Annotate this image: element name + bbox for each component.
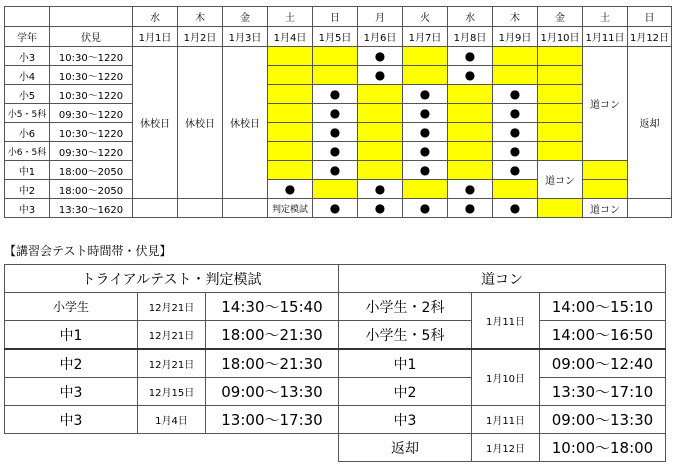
yellow-cell: [538, 123, 583, 142]
yellow-cell: [268, 66, 313, 85]
dot-cell: [403, 199, 448, 218]
trial-test-table: [4, 264, 339, 434]
trial-time: 18:00～21:30: [206, 349, 339, 378]
yellow-cell: [358, 123, 403, 142]
dot-cell: [358, 66, 403, 85]
grade-cell: 小3: [5, 47, 50, 66]
weekday-cell: 日: [628, 7, 672, 27]
dot-marker: ●: [284, 181, 296, 196]
grade-cell: 中2: [5, 180, 50, 199]
dokon-time: 13:30～17:10: [540, 378, 666, 406]
dokon-date: 1月11日: [472, 293, 540, 350]
dot-cell: [358, 47, 403, 66]
weekday-cell: 水: [448, 7, 493, 27]
dot-marker: ●: [509, 105, 521, 120]
time-cell: 10:30～1220: [50, 66, 133, 85]
dot-marker: ●: [509, 143, 521, 158]
dot-marker: ●: [374, 181, 386, 196]
dokon-name: 中3: [339, 406, 472, 434]
dot-marker: ●: [509, 200, 521, 215]
weekday-cell: 金: [223, 7, 268, 27]
dot-marker: ●: [329, 105, 341, 120]
dot-cell: [493, 85, 538, 104]
trial-name: 中3: [5, 406, 138, 434]
yellow-cell: [403, 66, 448, 85]
time-cell: 10:30～1220: [50, 85, 133, 104]
yellow-cell: [313, 47, 358, 66]
date-cell: 1月1日: [133, 27, 178, 47]
dot-marker: ●: [419, 86, 431, 101]
dot-marker: ●: [374, 200, 386, 215]
yellow-cell: [358, 104, 403, 123]
yellow-cell: [268, 85, 313, 104]
date-cell: 1月2日: [178, 27, 223, 47]
dokon-title: 道コン: [339, 265, 666, 293]
dot-cell: [313, 142, 358, 161]
weekday-cell: 金: [538, 7, 583, 27]
dokon-name: 小学生・5科: [339, 321, 472, 350]
date-cell: 1月8日: [448, 27, 493, 47]
trial-date: 12月15日: [138, 378, 206, 406]
time-cell: 10:30～1220: [50, 123, 133, 142]
dot-cell: [448, 180, 493, 199]
time-cell: 18:00～2050: [50, 161, 133, 180]
site-header: 伏見: [50, 27, 133, 47]
date-cell: 1月6日: [358, 27, 403, 47]
dokon-name: 中2: [339, 378, 472, 406]
time-cell: 09:30～1220: [50, 104, 133, 123]
trial-time: 14:30～15:40: [206, 293, 339, 321]
yellow-cell: [448, 104, 493, 123]
grade-cell: 小5: [5, 85, 50, 104]
empty-cell: [178, 199, 223, 218]
yellow-cell: [493, 66, 538, 85]
dot-cell: [493, 142, 538, 161]
dot-marker: ●: [329, 124, 341, 139]
dokon-date: 1月11日: [472, 406, 540, 434]
time-cell: 09:30～1220: [50, 142, 133, 161]
dot-cell: [358, 180, 403, 199]
weekday-cell: 水: [133, 7, 178, 27]
date-cell: 1月4日: [268, 27, 313, 47]
grade-cell: 中3: [5, 199, 50, 218]
yellow-cell: [448, 142, 493, 161]
yellow-cell: [268, 142, 313, 161]
trial-time: 13:00～17:30: [206, 406, 339, 434]
dokon-name: 中1: [339, 349, 472, 378]
yellow-cell: [313, 66, 358, 85]
dot-cell: [313, 161, 358, 180]
dokon-name: 小学生・2科: [339, 293, 472, 321]
section-caption: 【講習会テスト時間帯・伏見】: [4, 244, 172, 258]
dot-cell: [493, 123, 538, 142]
date-cell: 1月9日: [493, 27, 538, 47]
yellow-cell: [268, 47, 313, 66]
date-cell: 1月10日: [538, 27, 583, 47]
weekday-cell: 土: [583, 7, 628, 27]
dot-cell: [403, 104, 448, 123]
grade-cell: 小6・5科: [5, 142, 50, 161]
dot-marker: ●: [509, 162, 521, 177]
date-cell: 1月12日: [628, 27, 672, 47]
dot-marker: ●: [464, 48, 476, 63]
dot-cell: [493, 104, 538, 123]
yellow-cell: [448, 85, 493, 104]
dot-marker: ●: [509, 86, 521, 101]
dot-marker: ●: [464, 181, 476, 196]
dot-cell: [493, 199, 538, 218]
empty-cell: [628, 199, 672, 218]
yellow-cell: [358, 142, 403, 161]
weekday-cell: 火: [403, 7, 448, 27]
dot-cell: [403, 142, 448, 161]
dokon-name: 返却: [339, 434, 472, 462]
dot-cell: [313, 85, 358, 104]
dokon-cell: 道コン: [538, 161, 583, 199]
dot-cell: [403, 161, 448, 180]
weekday-cell: 月: [358, 7, 403, 27]
yellow-cell: [538, 47, 583, 66]
dot-marker: ●: [374, 48, 386, 63]
dot-cell: [403, 85, 448, 104]
dot-cell: [358, 199, 403, 218]
dot-marker: ●: [329, 162, 341, 177]
closed-cell: 休校日: [223, 47, 268, 199]
dot-marker: ●: [464, 67, 476, 82]
grade-cell: 中1: [5, 161, 50, 180]
yellow-cell: [358, 85, 403, 104]
yellow-cell: [268, 104, 313, 123]
dot-marker: ●: [329, 143, 341, 158]
dot-marker: ●: [419, 124, 431, 139]
dot-cell: [313, 199, 358, 218]
empty-cell: [133, 199, 178, 218]
dot-cell: [403, 123, 448, 142]
empty-cell: [223, 199, 268, 218]
dokon-time: 09:00～12:40: [540, 349, 666, 378]
trial-time: 09:00～13:30: [206, 378, 339, 406]
dot-marker: ●: [329, 86, 341, 101]
yellow-cell: [403, 180, 448, 199]
dot-marker: ●: [419, 105, 431, 120]
trial-name: 中1: [5, 321, 138, 350]
yellow-cell: [538, 104, 583, 123]
yellow-cell: [448, 161, 493, 180]
dot-cell: [448, 47, 493, 66]
yellow-cell: [448, 123, 493, 142]
dokon-time: 10:00～18:00: [540, 434, 666, 462]
dot-marker: ●: [464, 200, 476, 215]
yellow-cell: [538, 199, 583, 218]
weekday-cell: 土: [268, 7, 313, 27]
dot-cell: [313, 123, 358, 142]
dot-marker: ●: [419, 162, 431, 177]
yellow-cell: [268, 123, 313, 142]
trial-name: 中3: [5, 378, 138, 406]
dot-cell: [493, 161, 538, 180]
weekday-cell: 日: [313, 7, 358, 27]
closed-cell: 休校日: [133, 47, 178, 199]
hantei-cell: 判定模試: [268, 199, 313, 218]
weekday-cell: 木: [493, 7, 538, 27]
yellow-cell: [538, 142, 583, 161]
schedule-table: [4, 6, 672, 218]
yellow-cell: [313, 180, 358, 199]
closed-cell: 休校日: [178, 47, 223, 199]
dot-cell: [448, 66, 493, 85]
trial-date: 12月21日: [138, 293, 206, 321]
grade-header: 学年: [5, 27, 50, 47]
trial-name: 小学生: [5, 293, 138, 321]
dokon-table: [338, 264, 666, 462]
yellow-cell: [538, 66, 583, 85]
yellow-cell: [403, 47, 448, 66]
grade-cell: 小5・5科: [5, 104, 50, 123]
dot-marker: ●: [509, 124, 521, 139]
trial-date: 12月21日: [138, 321, 206, 350]
dokon-time: 14:00～16:50: [540, 321, 666, 350]
dokon-date: 1月12日: [472, 434, 540, 462]
weekday-cell: 木: [178, 7, 223, 27]
trial-date: 12月21日: [138, 349, 206, 378]
yellow-cell: [358, 161, 403, 180]
dot-marker: ●: [419, 143, 431, 158]
dokon-time: 09:00～13:30: [540, 406, 666, 434]
yellow-cell: [538, 85, 583, 104]
dokon-cell: 道コン: [583, 47, 628, 161]
date-cell: 1月5日: [313, 27, 358, 47]
time-cell: 10:30～1220: [50, 47, 133, 66]
yellow-cell: [583, 180, 628, 199]
dot-cell: [448, 199, 493, 218]
yellow-cell: [493, 47, 538, 66]
dot-marker: ●: [329, 200, 341, 215]
date-cell: 1月3日: [223, 27, 268, 47]
trial-title: トライアルテスト・判定模試: [5, 265, 339, 293]
date-cell: 1月7日: [403, 27, 448, 47]
trial-date: 1月4日: [138, 406, 206, 434]
date-cell: 1月11日: [583, 27, 628, 47]
dokon-cell: 道コン: [583, 199, 628, 218]
yellow-cell: [583, 161, 628, 180]
dokon-time: 14:00～15:10: [540, 293, 666, 321]
grade-cell: 小6: [5, 123, 50, 142]
yellow-cell: [268, 161, 313, 180]
return-cell: 返却: [628, 47, 672, 199]
grade-cell: 小4: [5, 66, 50, 85]
yellow-cell: [493, 180, 538, 199]
dot-marker: ●: [419, 200, 431, 215]
dokon-date: 1月10日: [472, 349, 540, 406]
time-cell: 18:00～2050: [50, 180, 133, 199]
dot-cell: [313, 104, 358, 123]
corner-cell: [50, 7, 133, 27]
trial-time: 18:00～21:30: [206, 321, 339, 350]
time-cell: 13:30～1620: [50, 199, 133, 218]
corner-cell: [5, 7, 50, 27]
dot-cell: [268, 180, 313, 199]
trial-name: 中2: [5, 349, 138, 378]
dot-marker: ●: [374, 67, 386, 82]
